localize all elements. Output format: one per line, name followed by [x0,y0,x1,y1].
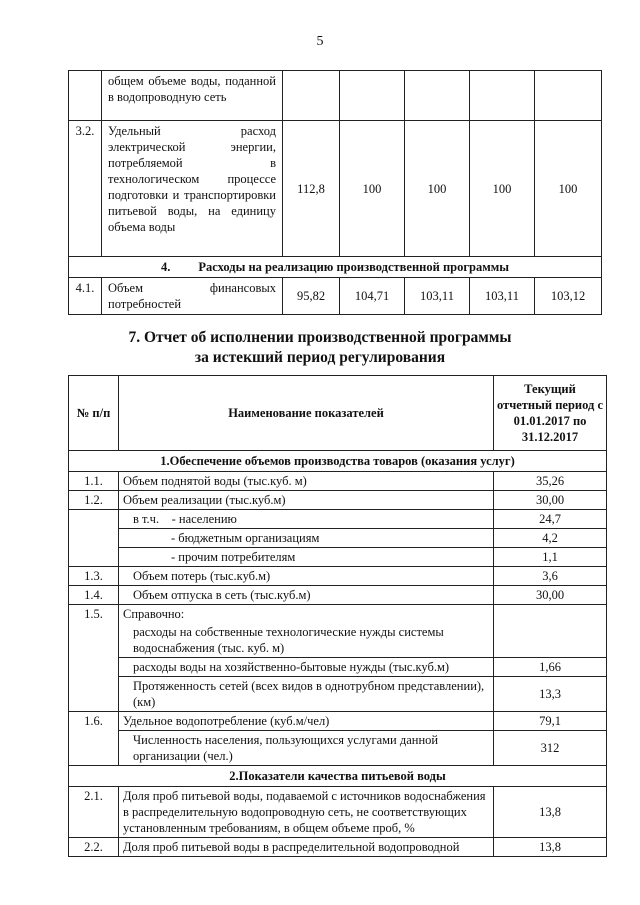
value-cell: 112,8 [283,121,340,257]
value-cell: 104,71 [340,278,405,315]
value-cell: 95,82 [283,278,340,315]
row-number: 4.1. [69,278,102,315]
row-number: 1.5. [69,605,119,624]
program-indicators-table [68,70,602,315]
indicator-name: Справочно: [119,605,494,624]
indicator-name: в т.ч. - населению [119,510,494,529]
table-row [69,71,602,121]
table-row [69,278,602,315]
section-label: Расходы на реализацию производственной программы [198,260,510,274]
value-cell: 30,00 [494,491,607,510]
value-cell [494,623,607,658]
table-row [69,623,607,658]
table-row [69,567,607,586]
table-row [69,712,607,731]
value-cell: 24,7 [494,510,607,529]
table-row [69,838,607,857]
table-row [69,548,607,567]
row-number: 1.3. [69,567,119,586]
section-title [69,257,602,278]
indicator-name: общем объеме воды, поданной в водопроводную сеть [102,71,283,121]
row-number [69,71,102,121]
value-cell: 100 [340,121,405,257]
row-number: 2.1. [69,787,119,838]
section-row [69,451,607,472]
value-cell: 4,2 [494,529,607,548]
section-number: 4. [160,260,171,274]
report-table [68,375,607,857]
value-cell: 3,6 [494,567,607,586]
indicator-name: Численность населения, пользующихся услугами данной организации (чел.) [119,731,494,766]
value-cell: 103,12 [535,278,602,315]
table-row [69,658,607,677]
value-cell: 100 [535,121,602,257]
indicator-name: - бюджетным организациям [119,529,494,548]
value-cell: 13,3 [494,677,607,712]
row-number: 2.2. [69,838,119,857]
header-name: Наименование показателей [119,376,494,451]
value-cell: 312 [494,731,607,766]
indicator-name: Доля проб питьевой воды, подаваемой с источников водоснабжения в распределительную водопроводную сеть, не соответствующих установленным требованиям, в общем объеме проб, % [119,787,494,838]
value-cell [494,605,607,624]
table-row [69,472,607,491]
indicator-name: расходы на собственные технологические нужды системы водоснабжения (тыс. куб. м) [119,623,494,658]
value-cell: 1,1 [494,548,607,567]
section-header-row [69,257,602,278]
section-2-title: 2.Показатели качества питьевой воды [69,766,607,787]
value-cell: 100 [470,121,535,257]
indicator-name: Объем отпуска в сеть (тыс.куб.м) [119,586,494,605]
table-row [69,677,607,712]
indicator-name: Объем потерь (тыс.куб.м) [119,567,494,586]
value-cell: 79,1 [494,712,607,731]
indicator-name: Протяженность сетей (всех видов в однотрубном представлении), (км) [119,677,494,712]
header-value: Текущий отчетный период с 01.01.2017 по 31.12.2017 [494,376,607,451]
row-number: 3.2. [69,121,102,257]
table-row [69,586,607,605]
row-number: 1.6. [69,712,119,731]
value-cell: 100 [405,121,470,257]
indicator-name: Удельное водопотребление (куб.м/чел) [119,712,494,731]
indicator-name: - прочим потребителям [119,548,494,567]
value-cell: 35,26 [494,472,607,491]
indicator-name: Доля проб питьевой воды в распределительной водопроводной [119,838,494,857]
row-number: 1.1. [69,472,119,491]
indicator-name: Объем финансовых потребностей [102,278,283,315]
indicator-name: Удельный расход электрической энергии, потребляемой в технологическом процессе подготовки и транспортировки питьевой воды, на единицу объема воды [102,121,283,257]
indicator-name: Объем реализации (тыс.куб.м) [119,491,494,510]
header-row [69,376,607,451]
table-row [69,491,607,510]
table-row [69,787,607,838]
value-cell: 103,11 [405,278,470,315]
table-row [69,121,602,257]
row-number: 1.2. [69,491,119,510]
table-row [69,510,607,529]
section-row [69,766,607,787]
header-num: № п/п [69,376,119,451]
table-row [69,529,607,548]
page-number: 5 [316,34,324,49]
section-subheading: за истекший период регулирования [194,349,446,366]
value-cell: 13,8 [494,787,607,838]
table-row [69,605,607,624]
indicator-name: Объем поднятой воды (тыс.куб. м) [119,472,494,491]
value-cell: 103,11 [470,278,535,315]
value-cell: 13,8 [494,838,607,857]
value-cell: 1,66 [494,658,607,677]
table-row [69,731,607,766]
row-number: 1.4. [69,586,119,605]
indicator-name: расходы воды на хозяйственно-бытовые нужды (тыс.куб.м) [119,658,494,677]
section-1-title: 1.Обеспечение объемов производства товаров (оказания услуг) [69,451,607,472]
section-heading: 7. Отчет об исполнении производственной программы [128,329,512,346]
value-cell: 30,00 [494,586,607,605]
